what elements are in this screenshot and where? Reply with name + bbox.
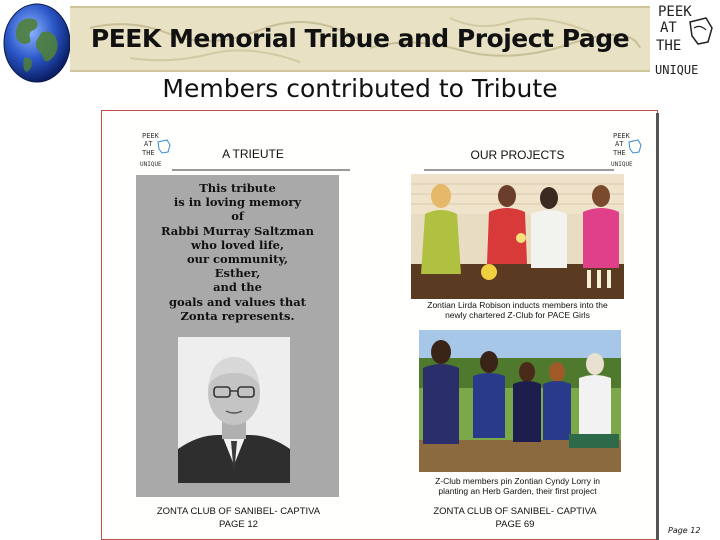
subtitle: Members contributed to Tribute (162, 74, 558, 103)
induction-caption-line2: newly chartered Z-Club for PACE Girls (445, 310, 590, 320)
globe-icon (2, 2, 72, 84)
svg-text:UNIQUE: UNIQUE (611, 161, 633, 168)
page-shadow (656, 113, 659, 540)
herb-garden-photo (419, 330, 621, 472)
svg-text:PEEK: PEEK (613, 132, 630, 140)
projects-heading: OUR PROJECTS (470, 148, 565, 162)
tribute-heading-rule (172, 169, 350, 171)
right-club-label: ZONTA CLUB OF SANIBEL- CAPTIVA (433, 506, 597, 517)
tribute-heading: A TRIEUTE (222, 147, 284, 161)
portrait-photo (178, 337, 290, 483)
garden-caption-line2: planting an Herb Garden, their first project (438, 486, 597, 496)
left-club-label: ZONTA CLUB OF SANIBEL- CAPTIVA (156, 506, 321, 517)
garden-caption-line1: Z-Club members pin Zontian Cyndy Lorry in (435, 476, 600, 486)
left-page-label: PAGE 12 (219, 519, 258, 530)
logo-line-at: AT (660, 20, 677, 36)
mini-peek-logo-right (611, 130, 643, 168)
right-page-label: PAGE 69 (495, 519, 535, 530)
svg-text:THE: THE (142, 149, 155, 157)
projects-heading-rule (424, 169, 614, 171)
induction-caption-line1: Zontian Lirda Robison inducts members into the (427, 300, 608, 310)
header-banner (70, 6, 650, 72)
svg-text:AT: AT (144, 140, 153, 148)
logo-line-unique: UNIQUE (655, 63, 699, 77)
page-title: PEEK Memorial Tribue and Project Page (90, 24, 630, 53)
logo-line-peek: PEEK (658, 4, 692, 20)
peek-logo (654, 2, 716, 78)
svg-text:AT: AT (615, 140, 624, 148)
mini-peek-logo-left (140, 130, 172, 168)
svg-text:UNIQUE: UNIQUE (140, 161, 162, 168)
tribute-text: This tribute is in loving memory of Rabbi Murray Saltzman who loved life, our community, Esther, and the goals and values that Zonta represents. (160, 181, 315, 323)
induction-photo (411, 174, 624, 299)
svg-text:PEEK: PEEK (142, 132, 159, 140)
logo-line-the: THE (656, 38, 682, 54)
page-number: Page 12 (668, 526, 701, 535)
svg-text:THE: THE (613, 149, 626, 157)
